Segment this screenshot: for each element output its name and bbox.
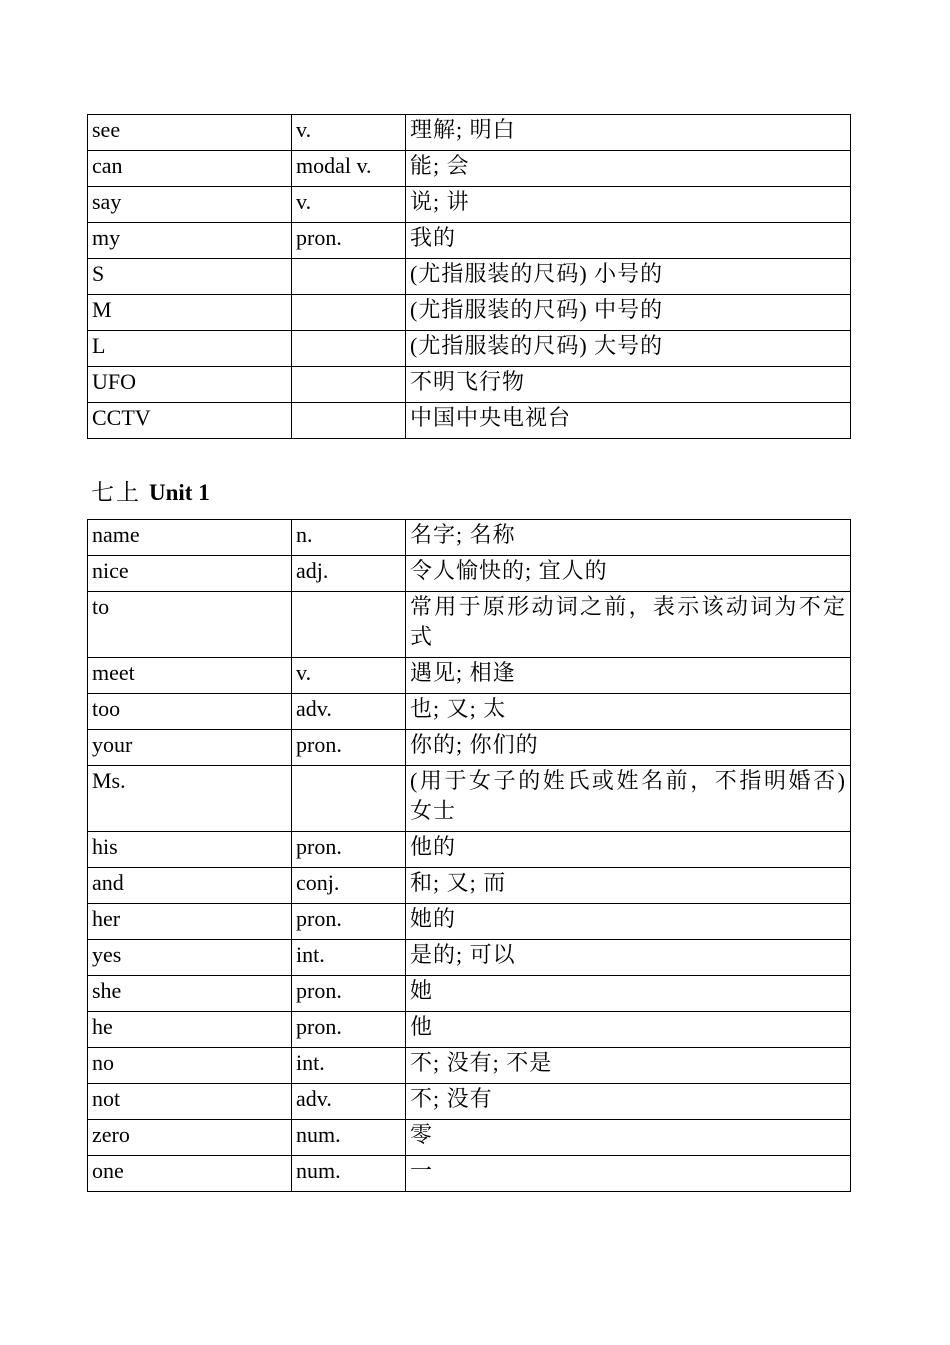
table-row [88,1084,851,1120]
meaning-cell: 零 [406,1120,851,1156]
word-cell: her [88,904,292,940]
table-row [88,187,851,223]
pos-cell: adv. [292,1084,406,1120]
meaning-cell: 不; 没有; 不是 [406,1048,851,1084]
table-row [88,115,851,151]
table-row [88,658,851,694]
word-cell: UFO [88,367,292,403]
word-cell: and [88,868,292,904]
table-row [88,556,851,592]
word-cell: my [88,223,292,259]
pos-cell: pron. [292,1012,406,1048]
pos-cell [292,766,406,832]
meaning-cell: 她 [406,976,851,1012]
word-cell: see [88,115,292,151]
pos-cell: n. [292,520,406,556]
table-row [88,868,851,904]
pos-cell: adv. [292,694,406,730]
vocab-table-top [87,114,851,439]
meaning-cell: 他的 [406,832,851,868]
meaning-cell: 遇见; 相逢 [406,658,851,694]
word-cell: zero [88,1120,292,1156]
table-row [88,730,851,766]
word-cell: M [88,295,292,331]
pos-cell: v. [292,658,406,694]
word-cell: too [88,694,292,730]
section-heading [91,478,210,508]
pos-cell: int. [292,940,406,976]
table-row [88,694,851,730]
word-cell: one [88,1156,292,1192]
word-cell: she [88,976,292,1012]
vocab-table-unit1 [87,519,851,1192]
table-row [88,367,851,403]
word-cell: no [88,1048,292,1084]
pos-cell [292,295,406,331]
meaning-cell: 我的 [406,223,851,259]
pos-cell [292,592,406,658]
meaning-cell: 她的 [406,904,851,940]
meaning-cell: 常用于原形动词之前，表示该动词为不定式 [406,592,851,658]
word-cell: can [88,151,292,187]
meaning-cell: 令人愉快的; 宜人的 [406,556,851,592]
table-row [88,223,851,259]
table-row [88,295,851,331]
meaning-cell: 不; 没有 [406,1084,851,1120]
table-row [88,904,851,940]
pos-cell: pron. [292,904,406,940]
word-cell: he [88,1012,292,1048]
pos-cell: num. [292,1120,406,1156]
word-cell: CCTV [88,403,292,439]
word-cell: your [88,730,292,766]
meaning-cell: (尤指服装的尺码) 中号的 [406,295,851,331]
word-cell: Ms. [88,766,292,832]
meaning-cell: 和; 又; 而 [406,868,851,904]
meaning-cell: (用于女子的姓氏或姓名前，不指明婚否) 女士 [406,766,851,832]
table-row [88,940,851,976]
meaning-cell: 他 [406,1012,851,1048]
pos-cell: conj. [292,868,406,904]
meaning-cell: 一 [406,1156,851,1192]
pos-cell: num. [292,1156,406,1192]
table-row [88,403,851,439]
table-row [88,259,851,295]
word-cell: say [88,187,292,223]
word-cell: his [88,832,292,868]
pos-cell: v. [292,187,406,223]
meaning-cell: 名字; 名称 [406,520,851,556]
table-row [88,520,851,556]
grade-label: 七上 [91,480,141,505]
word-cell: not [88,1084,292,1120]
meaning-cell: 说; 讲 [406,187,851,223]
pos-cell: pron. [292,223,406,259]
meaning-cell: 不明飞行物 [406,367,851,403]
pos-cell: modal v. [292,151,406,187]
meaning-cell: 能; 会 [406,151,851,187]
pos-cell: pron. [292,976,406,1012]
pos-cell: adj. [292,556,406,592]
meaning-cell: (尤指服装的尺码) 大号的 [406,331,851,367]
table-row [88,1156,851,1192]
table-row [88,832,851,868]
table-row [88,1120,851,1156]
word-cell: yes [88,940,292,976]
table-row [88,976,851,1012]
table-row [88,766,851,832]
meaning-cell: 你的; 你们的 [406,730,851,766]
table-row [88,1048,851,1084]
unit-label: Unit 1 [149,480,210,505]
pos-cell [292,403,406,439]
word-cell: nice [88,556,292,592]
table-row [88,592,851,658]
word-cell: name [88,520,292,556]
word-cell: S [88,259,292,295]
pos-cell [292,367,406,403]
meaning-cell: 是的; 可以 [406,940,851,976]
pos-cell: v. [292,115,406,151]
meaning-cell: 理解; 明白 [406,115,851,151]
pos-cell: pron. [292,832,406,868]
pos-cell: int. [292,1048,406,1084]
word-cell: L [88,331,292,367]
pos-cell: pron. [292,730,406,766]
word-cell: to [88,592,292,658]
pos-cell [292,259,406,295]
table-row [88,151,851,187]
pos-cell [292,331,406,367]
meaning-cell: 也; 又; 太 [406,694,851,730]
meaning-cell: (尤指服装的尺码) 小号的 [406,259,851,295]
word-cell: meet [88,658,292,694]
table-row [88,1012,851,1048]
meaning-cell: 中国中央电视台 [406,403,851,439]
table-row [88,331,851,367]
